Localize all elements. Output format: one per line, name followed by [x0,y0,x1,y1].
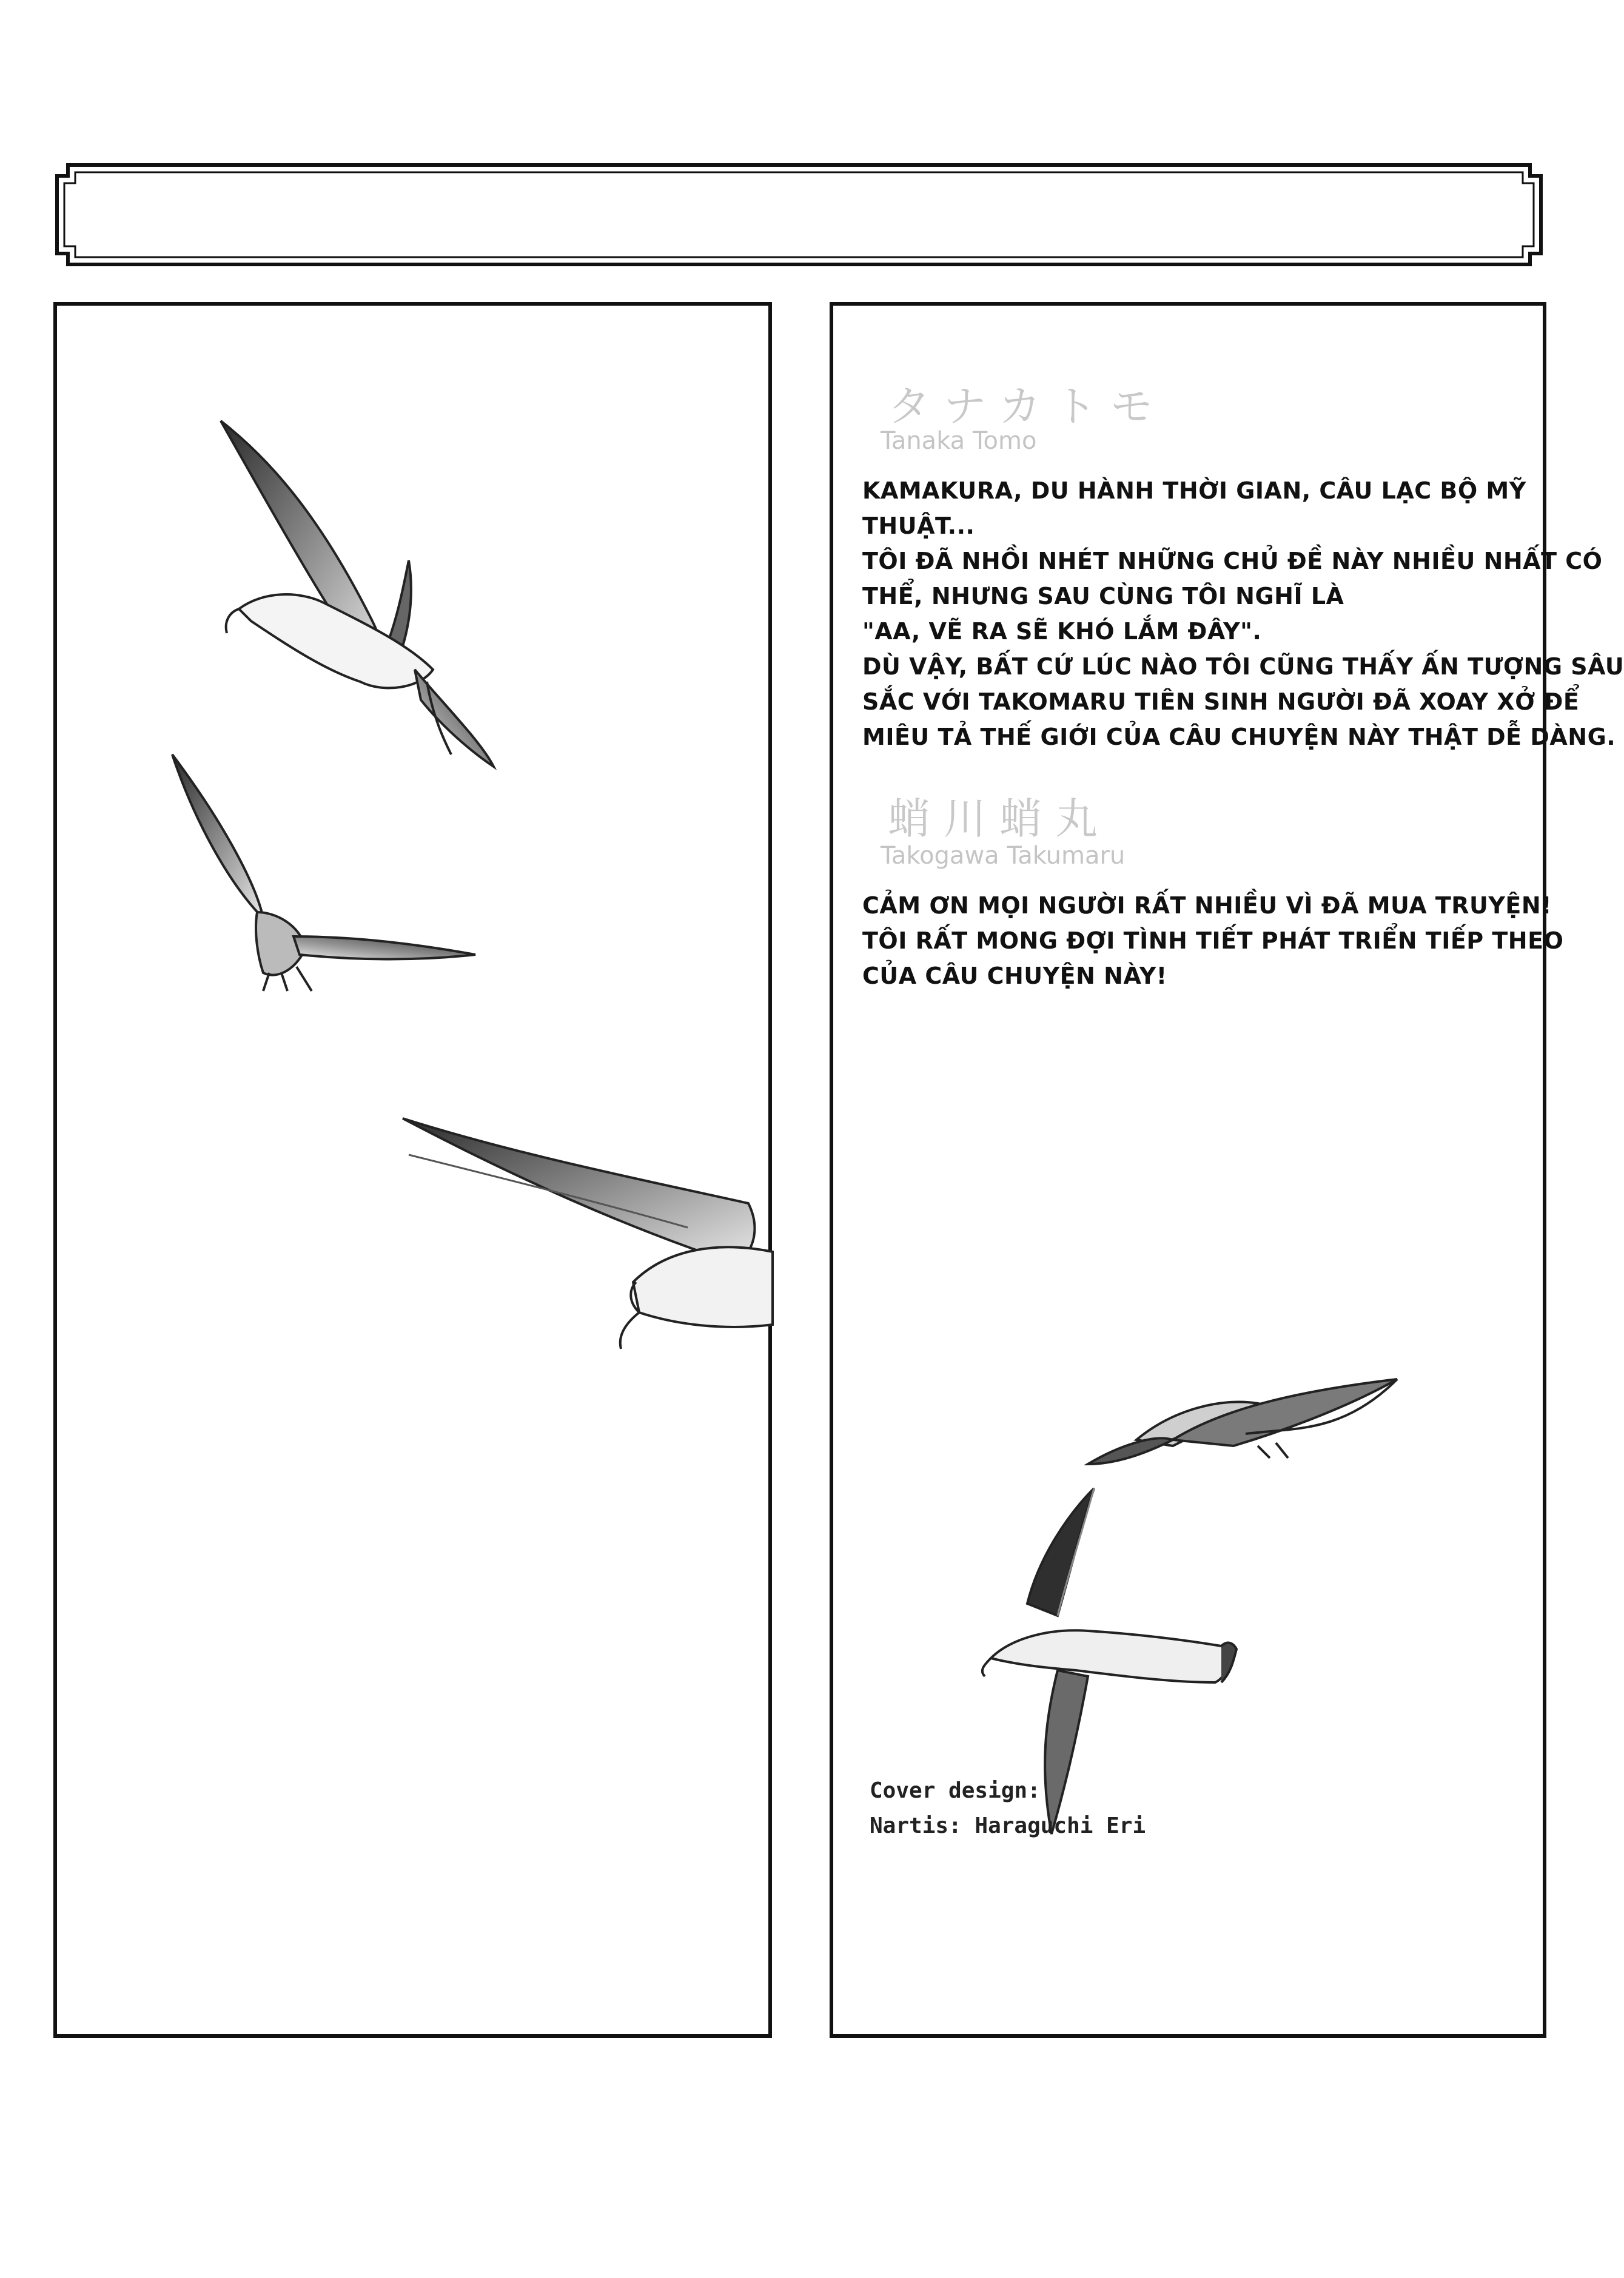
seagull-icon [403,1118,773,1349]
seagull-icon [221,421,494,767]
message-line: "AA, VẼ RA SẼ KHÓ LẮM ĐÂY". [862,618,1262,645]
message-line: THỂ, NHƯNG SAU CÙNG TÔI NGHĨ LÀ [862,583,1344,610]
message-line: KAMAKURA, DU HÀNH THỜI GIAN, CÂU LẠC BỘ MỸ [862,477,1526,504]
message-line: MIÊU TẢ THẾ GIỚI CỦA CÂU CHUYỆN NÀY THẬT DỄ DÀNG. [862,724,1616,750]
credits-line-cover: Cover design: [870,1778,1041,1803]
credits [870,1773,1146,1844]
author2-name-jp: 蛸川蛸丸 [888,794,1111,844]
author2-name-romaji: Takogawa Takumaru [881,842,1126,870]
author1-name-romaji: Tanaka Tomo [881,427,1037,455]
credits-line-nartis: Nartis: Haraguchi Eri [870,1813,1146,1838]
seagull-icon [172,754,475,991]
message-line: CỦA CÂU CHUYỆN NÀY! [862,963,1167,989]
seagull-icon [1088,1379,1397,1464]
right-panel [830,302,1624,2038]
author1-name-jp: タナカトモ [888,381,1166,431]
message-line: THUẬT... [862,512,975,539]
message-line: CẢM ƠN MỌI NGƯỜI RẤT NHIỀU VÌ ĐÃ MUA TRUYỆN! [862,892,1552,919]
message-line: DÙ VẬY, BẤT CỨ LÚC NÀO TÔI CŨNG THẤY ẤN TƯỢNG SÂU [862,653,1624,680]
message-line: SẮC VỚI TAKOMARU TIÊN SINH NGƯỜI ĐÃ XOAY XỞ ĐỂ [862,688,1580,715]
ornamental-frame-icon [55,163,1543,267]
left-panel [53,302,772,2038]
message-line: TÔI RẤT MONG ĐỢI TÌNH TIẾT PHÁT TRIỂN TIẾP THEO [862,927,1564,954]
seagulls-illustration [57,306,776,2041]
message-line: TÔI ĐÃ NHỒI NHÉT NHỮNG CHỦ ĐỀ NÀY NHIỀU NHẤT CÓ [862,548,1603,574]
title-frame [55,163,1543,267]
